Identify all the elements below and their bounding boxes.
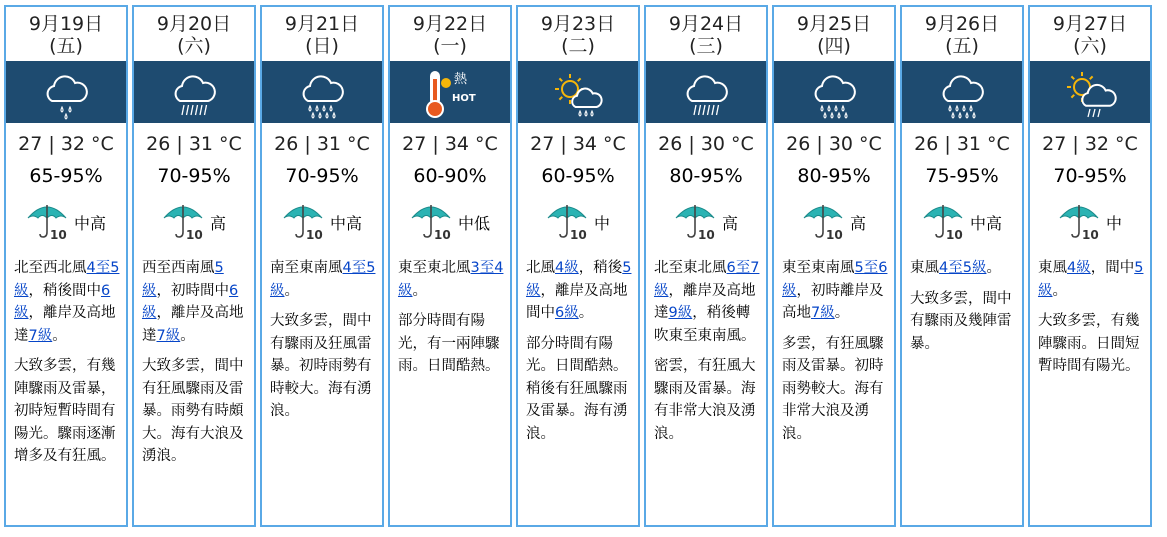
umbrella-icon [410, 200, 452, 244]
svg-text:10: 10 [1081, 228, 1099, 240]
wind-force-link[interactable]: 6至7級 [654, 260, 760, 299]
svg-text:HOT: HOT [452, 93, 476, 104]
rain-probability [6, 199, 126, 245]
weather-icon-bar [774, 61, 894, 123]
wind-forecast [518, 257, 638, 325]
sun-cloud-rain-icon [1056, 61, 1124, 123]
wind-forecast [6, 257, 126, 347]
cloud-showers-icon [800, 61, 868, 123]
svg-text:熱: 熱 [454, 72, 468, 87]
wind-force-link[interactable]: 9級 [668, 305, 693, 321]
humidity-range: 70-95% [285, 165, 359, 187]
weekday-label: (日) [305, 35, 339, 57]
humidity-range: 60-90% [413, 165, 487, 187]
weekday-label: (六) [1073, 35, 1107, 57]
rain-probability [262, 199, 382, 245]
wind-text: 東至東北風 [398, 260, 471, 276]
wind-text: ，離岸及高地達 [654, 282, 756, 321]
rain-probability-label: 高 [721, 213, 738, 233]
weather-icon-bar [902, 61, 1022, 123]
umbrella-icon [674, 200, 716, 244]
weather-icon-bar [1030, 61, 1150, 123]
forecast-date [902, 7, 1022, 61]
wind-text: 東至東南風 [782, 260, 855, 276]
weather-icon-bar [646, 61, 766, 123]
wind-text: 東風 [1038, 260, 1067, 276]
cloud-heavy-rain-icon [672, 61, 740, 123]
umbrella-icon [922, 200, 964, 244]
rain-probability-label: 中 [1105, 213, 1122, 233]
sun-cloud-showers-icon [544, 61, 612, 123]
weekday-label: (四) [817, 35, 851, 57]
wind-text: ，稍後轉吹東至東南風。 [654, 305, 756, 344]
weather-description: 密雲，有狂風大驟雨及雷暴。海有非常大浪及湧浪。 [654, 358, 756, 442]
rain-probability [1030, 199, 1150, 245]
forecast-date [390, 7, 510, 61]
forecast-date [774, 7, 894, 61]
wind-force-link[interactable]: 6級 [142, 282, 239, 321]
weather-description: 大致多雲，間中有狂風驟雨及雷暴。雨勢有時頗大。海有大浪及湧浪。 [142, 358, 244, 464]
rain-probability [518, 199, 638, 245]
svg-text:10: 10 [569, 228, 587, 240]
wind-text: 北至西北風 [14, 260, 87, 276]
wind-text: 。 [52, 327, 67, 344]
wind-force-link[interactable]: 7級 [28, 327, 53, 344]
weather-description: 大致多雲，間中有驟雨及幾陣雷暴。 [910, 290, 1012, 352]
forecast-day-1 [4, 5, 128, 527]
hot-thermometer-icon [416, 61, 484, 123]
weekday-label: (五) [49, 35, 83, 57]
cloud-heavy-rain-icon [160, 61, 228, 123]
wind-forecast [902, 257, 1022, 280]
weekday-label: (五) [945, 35, 979, 57]
temperature-range: 26 | 31 °C [914, 133, 1010, 155]
humidity-range: 60-95% [541, 165, 615, 187]
wind-forecast [134, 257, 254, 347]
humidity-range: 80-95% [669, 165, 743, 187]
rain-probability [390, 199, 510, 245]
weather-description: 多雲，有狂風驟雨及雷暴。初時雨勢較大。海有非常大浪及湧浪。 [782, 335, 884, 442]
wind-text: 北風 [526, 260, 555, 276]
wind-force-link[interactable]: 4至5級 [14, 260, 120, 299]
weekday-label: (六) [177, 35, 211, 57]
wind-forecast [1030, 257, 1150, 302]
forecast-day-9 [1028, 5, 1152, 527]
wind-text: ，離岸及高地達 [14, 305, 116, 344]
wind-text: 南至東南風 [270, 260, 343, 276]
wind-text: 。 [578, 305, 594, 321]
wind-force-link[interactable]: 5級 [142, 260, 224, 299]
weather-description: 部分時間有陽光，有一兩陣驟雨。日間酷熱。 [398, 313, 500, 374]
date-label: 9月22日 [412, 13, 488, 35]
wind-force-link[interactable]: 4級 [555, 260, 579, 276]
rain-probability-label: 中高 [969, 213, 1002, 233]
wind-text: 北至東北風 [654, 260, 727, 276]
cloud-rain-icon [32, 61, 100, 123]
temperature-range: 26 | 31 °C [146, 133, 242, 155]
weather-description: 大致多雲，間中有驟雨及狂風雷暴。初時雨勢有時較大。海有湧浪。 [270, 313, 372, 419]
rain-probability-label: 高 [849, 213, 866, 233]
temperature-range: 27 | 32 °C [18, 133, 114, 155]
humidity-range: 80-95% [797, 165, 871, 187]
wind-forecast [262, 257, 382, 302]
temperature-range: 27 | 34 °C [402, 133, 498, 155]
wind-text: 。 [834, 305, 850, 321]
temperature-range: 26 | 31 °C [274, 133, 370, 155]
forecast-day-6 [644, 5, 768, 527]
wind-force-link[interactable]: 6級 [14, 282, 111, 321]
svg-text:10: 10 [945, 228, 963, 240]
weather-icon-bar [262, 61, 382, 123]
rain-probability-label: 中低 [457, 213, 490, 233]
rain-probability-label: 中高 [329, 213, 362, 233]
cloud-showers-icon [288, 61, 356, 123]
umbrella-icon [162, 200, 204, 244]
wind-force-link[interactable]: 4至5級 [270, 260, 376, 299]
weekday-label: (一) [433, 35, 467, 57]
wind-text: ，離岸及高地間中 [526, 282, 628, 321]
cloud-showers-icon [928, 61, 996, 123]
svg-text:10: 10 [697, 228, 715, 240]
weekday-label: (二) [561, 35, 595, 57]
date-label: 9月20日 [156, 13, 232, 35]
umbrella-icon [1058, 200, 1100, 244]
forecast-day-5 [516, 5, 640, 527]
forecast-date [262, 7, 382, 61]
forecast-day-7 [772, 5, 896, 527]
wind-force-link[interactable]: 7級 [811, 305, 835, 321]
forecast-day-3 [260, 5, 384, 527]
forecast-date [6, 7, 126, 61]
wind-force-link[interactable]: 4級 [1067, 260, 1091, 276]
weekday-label: (三) [689, 35, 723, 57]
svg-text:10: 10 [305, 228, 323, 240]
wind-text: ，初時離岸及高地 [782, 282, 884, 321]
svg-text:10: 10 [433, 228, 451, 240]
wind-text: 東風 [910, 260, 939, 276]
umbrella-icon [282, 200, 324, 244]
wind-force-link[interactable]: 5級 [526, 260, 632, 299]
temperature-range: 27 | 34 °C [530, 133, 626, 155]
wind-text: 西至西南風 [142, 260, 215, 276]
wind-text: 。 [284, 282, 299, 299]
humidity-range: 75-95% [925, 165, 999, 187]
umbrella-icon [802, 200, 844, 244]
forecast-date [518, 7, 638, 61]
temperature-range: 27 | 32 °C [1042, 133, 1138, 155]
forecast-date [646, 7, 766, 61]
humidity-range: 65-95% [29, 165, 103, 187]
wind-text: ，間中 [1090, 260, 1135, 276]
svg-text:10: 10 [825, 228, 843, 240]
rain-probability [774, 199, 894, 245]
forecast-day-4 [388, 5, 512, 527]
umbrella-icon [546, 200, 588, 244]
wind-text: ，稍後間中 [28, 282, 101, 299]
weather-description: 大致多雲，有幾陣驟雨及雷暴，初時短暫時間有陽光。驟雨逐漸增多及有狂風。 [14, 358, 116, 464]
temperature-range: 26 | 30 °C [658, 133, 754, 155]
humidity-range: 70-95% [1053, 165, 1127, 187]
wind-text: ，初時間中 [156, 282, 229, 299]
humidity-range: 70-95% [157, 165, 231, 187]
rain-probability-label: 中 [593, 213, 610, 233]
forecast-date [134, 7, 254, 61]
date-label: 9月27日 [1052, 13, 1128, 35]
weather-description: 大致多雲，有幾陣驟雨。日間短暫時間有陽光。 [1038, 313, 1140, 374]
wind-forecast [390, 257, 510, 302]
wind-force-link[interactable]: 4至5級 [939, 260, 987, 276]
wind-text: 。 [412, 282, 427, 299]
rain-probability [902, 199, 1022, 245]
umbrella-icon [26, 200, 68, 244]
forecast-date [1030, 7, 1150, 61]
wind-text: 。 [986, 260, 1001, 276]
date-label: 9月26日 [924, 13, 1000, 35]
weather-description: 部分時間有陽光。日間酷熱。稍後有狂風驟雨及雷暴。海有湧浪。 [526, 335, 628, 442]
wind-text: 。 [180, 327, 195, 344]
wind-force-link[interactable]: 7級 [156, 327, 181, 344]
wind-text: 。 [1052, 282, 1067, 299]
wind-force-link[interactable]: 3至4級 [398, 260, 504, 299]
weather-icon-bar [134, 61, 254, 123]
svg-text:10: 10 [185, 228, 203, 240]
rain-probability-label: 中高 [73, 213, 106, 233]
wind-forecast [774, 257, 894, 325]
wind-text: ，稍後 [578, 260, 623, 276]
weather-icon-bar [518, 61, 638, 123]
rain-probability-label: 高 [209, 213, 226, 233]
wind-forecast [646, 257, 766, 347]
date-label: 9月24日 [668, 13, 744, 35]
weather-icon-bar [6, 61, 126, 123]
date-label: 9月25日 [796, 13, 872, 35]
temperature-range: 26 | 30 °C [786, 133, 882, 155]
svg-text:10: 10 [49, 228, 67, 240]
wind-force-link[interactable]: 6級 [555, 305, 579, 321]
wind-text: ，離岸及高地達 [142, 305, 244, 344]
date-label: 9月23日 [540, 13, 616, 35]
forecast-day-2 [132, 5, 256, 527]
date-label: 9月19日 [28, 13, 104, 35]
weather-icon-bar [390, 61, 510, 123]
rain-probability [646, 199, 766, 245]
wind-force-link[interactable]: 5級 [1038, 260, 1144, 299]
forecast-day-8 [900, 5, 1024, 527]
rain-probability [134, 199, 254, 245]
wind-force-link[interactable]: 5至6級 [782, 260, 888, 299]
date-label: 9月21日 [284, 13, 360, 35]
